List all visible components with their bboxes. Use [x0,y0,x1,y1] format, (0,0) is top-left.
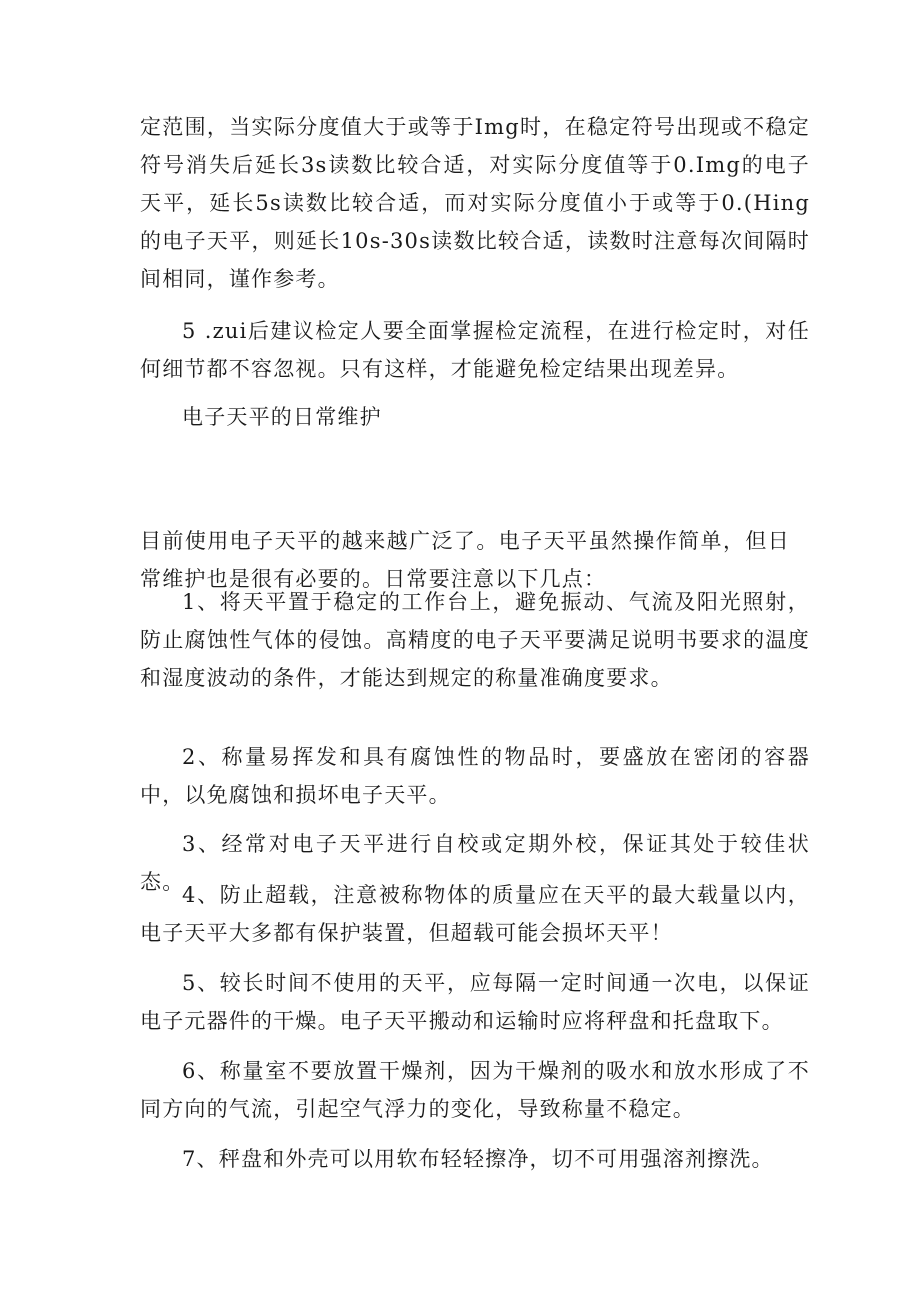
list-item-5: 5、较长时间不使用的天平，应每隔一定时间通一次电，以保证电子元器件的干燥。电子天平搬动和运输时应将秤盘和托盘取下。 [140,971,810,1033]
paragraph-final-advice: 5 .zui后建议检定人要全面掌握检定流程，在进行检定时，对任何细节都不容忽视。只有这样，才能避免检定结果出现差异。 [140,319,810,381]
paragraph-reading-delay: 定范围，当实际分度值大于或等于Img时，在稳定符号出现或不稳定符号消失后延长3s读数比较合适，对实际分度值等于0.Img的电子天平，延长5s读数比较合适，而对实际分度值小于或等于0.(Hing的电子天平，则延长10s-30s读数比较合适，读数时注意每次间隔时间相同，谨作参考。 [140,115,810,291]
list-item-6: 6、称量室不要放置干燥剂，因为干燥剂的吸水和放水形成了不同方向的气流，引起空气浮力的变化，导致称量不稳定。 [140,1059,810,1121]
paragraph-intro: 目前使用电子天平的越来越广泛了。电子天平虽然操作简单，但日常维护也是很有必要的。日常要注意以下几点： [140,529,790,591]
list-item-1: 1、将天平置于稳定的工作台上，避免振动、气流及阳光照射，防止腐蚀性气体的侵蚀。高精度的电子天平要满足说明书要求的温度和湿度波动的条件，才能达到规定的称量准确度要求。 [140,590,810,690]
list-item-3: 3、经常对电子天平进行自校或定期外校，保证其处于较佳状态。 [140,832,810,894]
list-item-7: 7、秤盘和外壳可以用软布轻轻擦净，切不可用强溶剂擦洗。 [182,1147,774,1171]
list-item-2: 2、称量易挥发和具有腐蚀性的物品时，要盛放在密闭的容器中，以免腐蚀和损坏电子天平。 [140,745,810,807]
list-item-4: 4、防止超载，注意被称物体的质量应在天平的最大载量以内，电子天平大多都有保护装置，但超载可能会损坏天平！ [140,883,810,945]
section-heading: 电子天平的日常维护 [182,405,382,429]
